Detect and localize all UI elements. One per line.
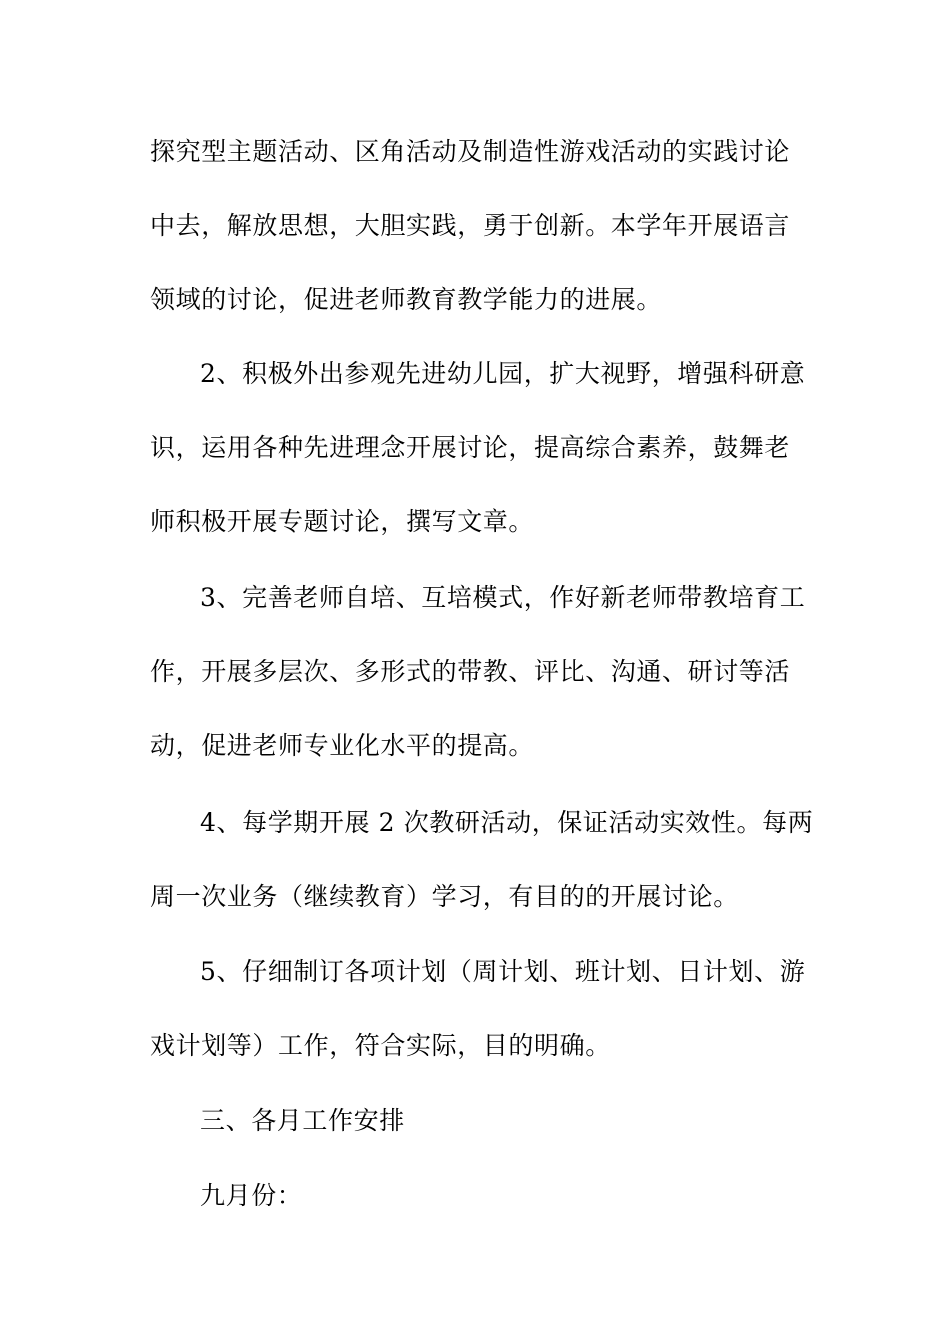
section-heading-monthly-plan: 三、各月工作安排 [200, 1106, 405, 1135]
item-4-line-2: 周一次业务（继续教育）学习，有目的的开展讨论。 [150, 882, 739, 911]
paragraph-1-line-2: 中去，解放思想，大胆实践，勇于创新。本学年开展语言 [150, 211, 791, 240]
item-3-line-1: 3、完善老师自培、互培模式，作好新老师带教培育工 [200, 583, 806, 612]
item-5-line-2: 戏计划等）工作，符合实际，目的明确。 [150, 1031, 611, 1060]
paragraph-1-line-1: 探究型主题活动、区角活动及制造性游戏活动的实践讨论 [150, 137, 791, 166]
item-2-line-1: 2、积极外出参观先进幼儿园，扩大视野，增强科研意 [200, 359, 806, 388]
item-2-line-3: 师积极开展专题讨论，撰写文章。 [150, 507, 535, 536]
item-2-line-2: 识，运用各种先进理念开展讨论，提高综合素养，鼓舞老 [150, 433, 791, 462]
item-4-line-1: 4、每学期开展 2 次教研活动，保证活动实效性。每两 [200, 808, 814, 837]
item-3-line-3: 动，促进老师专业化水平的提高。 [150, 731, 535, 760]
subheading-september: 九月份： [200, 1181, 303, 1210]
paragraph-1-line-3: 领域的讨论，促进老师教育教学能力的进展。 [150, 285, 663, 314]
item-5-line-1: 5、仔细制订各项计划（周计划、班计划、日计划、游 [200, 957, 806, 986]
item-3-line-2: 作，开展多层次、多形式的带教、评比、沟通、研讨等活 [150, 657, 791, 686]
